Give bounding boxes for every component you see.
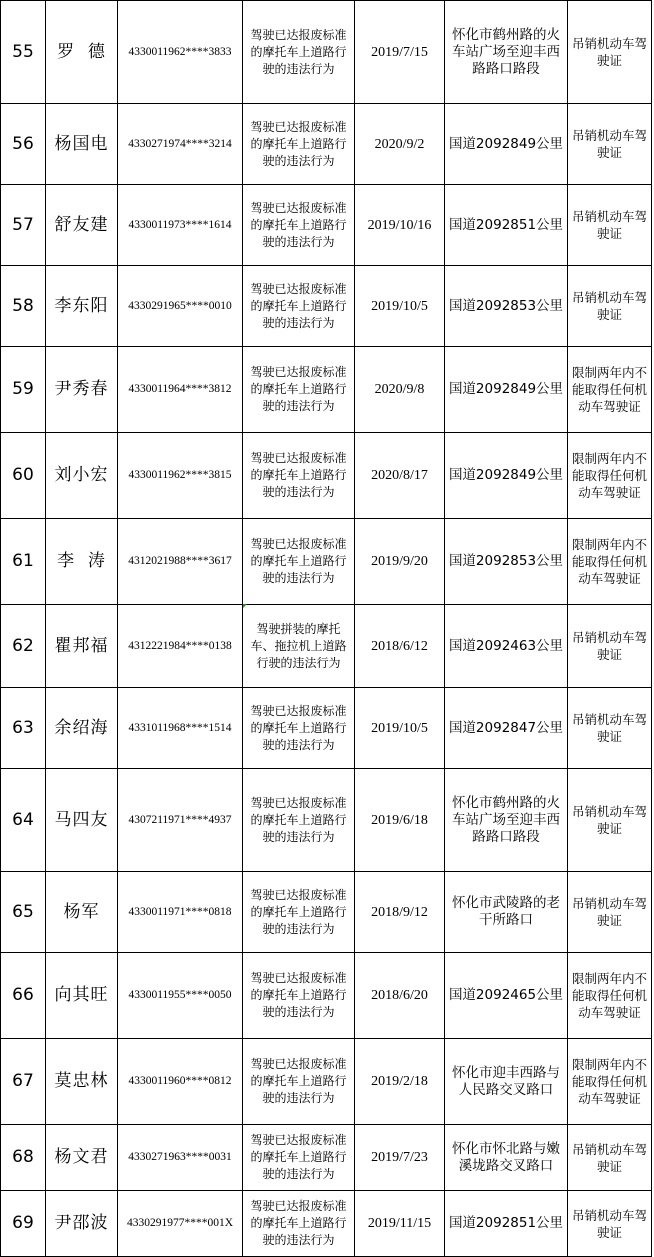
person-name-cell: 余绍海 bbox=[46, 688, 118, 769]
violation-location-cell: 国道2092847公里 bbox=[445, 688, 568, 769]
violation-date-cell: 2020/9/2 bbox=[355, 104, 445, 185]
person-name-cell: 舒友建 bbox=[46, 185, 118, 266]
violation-date-cell: 2018/6/12 bbox=[355, 605, 445, 688]
row-number-cell: 56 bbox=[1, 104, 46, 185]
id-number-cell: 4330011960****0812 bbox=[118, 1039, 243, 1125]
id-number-cell: 4330011962****3815 bbox=[118, 433, 243, 519]
penalty-cell: 限制两年内不能取得任何机动车驾驶证 bbox=[568, 347, 652, 433]
violation-description-cell: 驾驶已达报废标准的摩托车上道路行驶的违法行为 bbox=[243, 769, 355, 872]
violation-location-cell: 国道2092853公里 bbox=[445, 266, 568, 347]
id-number-cell: 4330271963****0031 bbox=[118, 1125, 243, 1191]
person-name-cell: 李东阳 bbox=[46, 266, 118, 347]
violation-location-cell: 怀化市怀北路与嫩溪垅路交叉路口 bbox=[445, 1125, 568, 1191]
penalty-cell: 吊销机动车驾驶证 bbox=[568, 185, 652, 266]
penalty-cell: 吊销机动车驾驶证 bbox=[568, 605, 652, 688]
table-row bbox=[1, 1125, 652, 1191]
table-row bbox=[1, 605, 652, 688]
violation-date-cell: 2018/9/12 bbox=[355, 872, 445, 953]
person-name-cell: 杨军 bbox=[46, 872, 118, 953]
id-number-cell: 4330011955****0050 bbox=[118, 953, 243, 1039]
penalty-cell: 吊销机动车驾驶证 bbox=[568, 1191, 652, 1257]
row-number-cell: 65 bbox=[1, 872, 46, 953]
row-number-cell: 69 bbox=[1, 1191, 46, 1257]
person-name-cell: 莫忠林 bbox=[46, 1039, 118, 1125]
person-name-cell: 尹秀春 bbox=[46, 347, 118, 433]
row-number-cell: 60 bbox=[1, 433, 46, 519]
table-row bbox=[1, 104, 652, 185]
penalty-cell: 吊销机动车驾驶证 bbox=[568, 769, 652, 872]
violation-description-cell: 驾驶已达报废标准的摩托车上道路行驶的违法行为 bbox=[243, 104, 355, 185]
row-number-cell: 59 bbox=[1, 347, 46, 433]
violation-location-cell: 国道2092851公里 bbox=[445, 1191, 568, 1257]
violation-date-cell: 2020/9/8 bbox=[355, 347, 445, 433]
violation-date-cell: 2019/10/16 bbox=[355, 185, 445, 266]
violation-description-cell: 驾驶已达报废标准的摩托车上道路行驶的违法行为 bbox=[243, 953, 355, 1039]
violation-date-cell: 2019/10/5 bbox=[355, 266, 445, 347]
penalty-cell: 吊销机动车驾驶证 bbox=[568, 872, 652, 953]
person-name-cell: 刘小宏 bbox=[46, 433, 118, 519]
row-number-cell: 63 bbox=[1, 688, 46, 769]
violation-location-cell: 国道2092849公里 bbox=[445, 433, 568, 519]
person-name-cell: 李 涛 bbox=[46, 519, 118, 605]
id-number-cell: 4330011962****3833 bbox=[118, 1, 243, 104]
violation-description-cell: 驾驶已达报废标准的摩托车上道路行驶的违法行为 bbox=[243, 185, 355, 266]
person-name-cell: 马四友 bbox=[46, 769, 118, 872]
table-row bbox=[1, 688, 652, 769]
table-row bbox=[1, 872, 652, 953]
penalty-cell: 吊销机动车驾驶证 bbox=[568, 1, 652, 104]
violation-location-cell: 怀化市鹤州路的火车站广场至迎丰西路路口路段 bbox=[445, 769, 568, 872]
violation-date-cell: 2019/7/23 bbox=[355, 1125, 445, 1191]
table-body bbox=[1, 1, 652, 1257]
violation-location-cell: 怀化市鹤州路的火车站广场至迎丰西路路口路段 bbox=[445, 1, 568, 104]
violation-description-cell: 驾驶已达报废标准的摩托车上道路行驶的违法行为 bbox=[243, 688, 355, 769]
violation-description-cell: 驾驶已达报废标准的摩托车上道路行驶的违法行为 bbox=[243, 266, 355, 347]
penalty-cell: 吊销机动车驾驶证 bbox=[568, 104, 652, 185]
person-name-cell: 向其旺 bbox=[46, 953, 118, 1039]
row-number-cell: 67 bbox=[1, 1039, 46, 1125]
id-number-cell: 4330291965****0010 bbox=[118, 266, 243, 347]
table-row bbox=[1, 266, 652, 347]
violation-description-cell: 驾驶已达报废标准的摩托车上道路行驶的违法行为 bbox=[243, 1, 355, 104]
violation-date-cell: 2019/9/20 bbox=[355, 519, 445, 605]
violation-date-cell: 2019/6/18 bbox=[355, 769, 445, 872]
table-row bbox=[1, 1191, 652, 1257]
id-number-cell: 4330011964****3812 bbox=[118, 347, 243, 433]
row-number-cell: 66 bbox=[1, 953, 46, 1039]
table-row bbox=[1, 185, 652, 266]
penalty-cell: 限制两年内不能取得任何机动车驾驶证 bbox=[568, 433, 652, 519]
violation-location-cell: 国道2092849公里 bbox=[445, 104, 568, 185]
violation-date-cell: 2019/7/15 bbox=[355, 1, 445, 104]
violation-description-cell: 驾驶已达报废标准的摩托车上道路行驶的违法行为 bbox=[243, 433, 355, 519]
table-row bbox=[1, 433, 652, 519]
id-number-cell: 4330011971****0818 bbox=[118, 872, 243, 953]
id-number-cell: 4330011973****1614 bbox=[118, 185, 243, 266]
person-name-cell: 杨国电 bbox=[46, 104, 118, 185]
row-number-cell: 55 bbox=[1, 1, 46, 104]
penalty-cell: 吊销机动车驾驶证 bbox=[568, 266, 652, 347]
cell-comment-marker bbox=[243, 604, 247, 608]
penalty-cell: 限制两年内不能取得任何机动车驾驶证 bbox=[568, 1039, 652, 1125]
table-row bbox=[1, 1039, 652, 1125]
violation-description-cell: 驾驶拼装的摩托车、拖拉机上道路行驶的违法行为 bbox=[243, 605, 355, 688]
id-number-cell: 4330271974****3214 bbox=[118, 104, 243, 185]
penalty-cell: 吊销机动车驾驶证 bbox=[568, 1125, 652, 1191]
violation-date-cell: 2019/11/15 bbox=[355, 1191, 445, 1257]
row-number-cell: 62 bbox=[1, 605, 46, 688]
violation-location-cell: 怀化市武陵路的老干所路口 bbox=[445, 872, 568, 953]
table-row bbox=[1, 519, 652, 605]
penalty-cell: 限制两年内不能取得任何机动车驾驶证 bbox=[568, 519, 652, 605]
id-number-cell: 4312221984****0138 bbox=[118, 605, 243, 688]
violation-description-cell: 驾驶已达报废标准的摩托车上道路行驶的违法行为 bbox=[243, 1039, 355, 1125]
person-name-cell: 尹邵波 bbox=[46, 1191, 118, 1257]
violation-date-cell: 2018/6/20 bbox=[355, 953, 445, 1039]
penalty-cell: 吊销机动车驾驶证 bbox=[568, 688, 652, 769]
id-number-cell: 4330291977****001X bbox=[118, 1191, 243, 1257]
violation-location-cell: 国道2092465公里 bbox=[445, 953, 568, 1039]
violation-location-cell: 国道2092853公里 bbox=[445, 519, 568, 605]
id-number-cell: 4307211971****4937 bbox=[118, 769, 243, 872]
id-number-cell: 4312021988****3617 bbox=[118, 519, 243, 605]
row-number-cell: 57 bbox=[1, 185, 46, 266]
person-name-cell: 罗 德 bbox=[46, 1, 118, 104]
penalty-cell: 限制两年内不能取得任何机动车驾驶证 bbox=[568, 953, 652, 1039]
row-number-cell: 58 bbox=[1, 266, 46, 347]
person-name-cell: 瞿邦福 bbox=[46, 605, 118, 688]
violation-location-cell: 国道2092851公里 bbox=[445, 185, 568, 266]
violation-location-cell: 国道2092849公里 bbox=[445, 347, 568, 433]
table-row bbox=[1, 769, 652, 872]
violation-description-cell: 驾驶已达报废标准的摩托车上道路行驶的违法行为 bbox=[243, 519, 355, 605]
violation-description-cell: 驾驶已达报废标准的摩托车上道路行驶的违法行为 bbox=[243, 1191, 355, 1257]
violation-date-cell: 2019/10/5 bbox=[355, 688, 445, 769]
table-row bbox=[1, 953, 652, 1039]
violation-date-cell: 2020/8/17 bbox=[355, 433, 445, 519]
id-number-cell: 4331011968****1514 bbox=[118, 688, 243, 769]
row-number-cell: 68 bbox=[1, 1125, 46, 1191]
table-row bbox=[1, 1, 652, 104]
violation-description-cell: 驾驶已达报废标准的摩托车上道路行驶的违法行为 bbox=[243, 347, 355, 433]
violation-location-cell: 国道2092463公里 bbox=[445, 605, 568, 688]
violation-date-cell: 2019/2/18 bbox=[355, 1039, 445, 1125]
violation-description-cell: 驾驶已达报废标准的摩托车上道路行驶的违法行为 bbox=[243, 872, 355, 953]
table-row bbox=[1, 347, 652, 433]
row-number-cell: 61 bbox=[1, 519, 46, 605]
row-number-cell: 64 bbox=[1, 769, 46, 872]
violation-location-cell: 怀化市迎丰西路与人民路交叉路口 bbox=[445, 1039, 568, 1125]
violation-description-cell: 驾驶已达报废标准的摩托车上道路行驶的违法行为 bbox=[243, 1125, 355, 1191]
person-name-cell: 杨文君 bbox=[46, 1125, 118, 1191]
